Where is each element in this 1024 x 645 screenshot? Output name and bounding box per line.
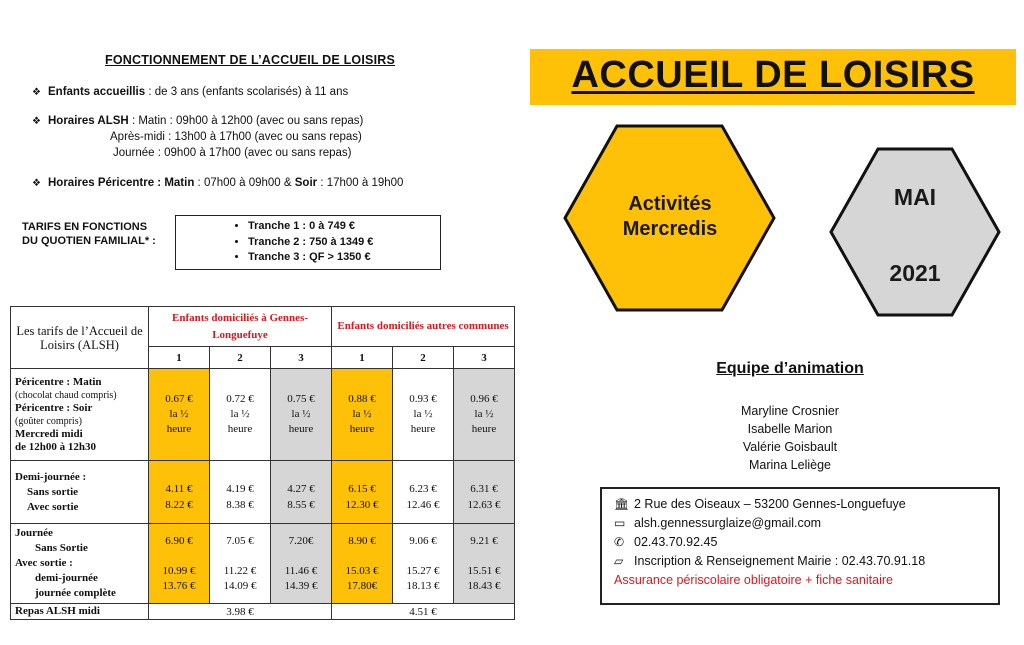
pericentre-label: Horaires Péricentre : Matin — [48, 177, 195, 189]
equipe-title: Equipe d’animation — [716, 360, 864, 377]
diamond-bullet-icon: ❖ — [32, 87, 41, 98]
row-label-line: Sans sortie — [27, 485, 79, 498]
row-label-line: (chocolat chaud compris) — [15, 389, 117, 401]
rate-cell: 9.06 € 15.27 € 18.13 € — [393, 524, 454, 604]
rate-cell: 0.96 € la ½ heure — [454, 369, 515, 461]
row-label-line: Sans Sortie — [35, 542, 88, 554]
pericentre-text-2: : 17h00 à 19h00 — [317, 177, 404, 189]
activites-line: Activités — [628, 193, 712, 215]
tranche-item: • Tranche 2 : 750 à 1349 € — [248, 235, 440, 251]
rates-table — [10, 306, 515, 620]
col-header: 2 — [393, 347, 454, 369]
email-line[interactable] — [614, 514, 998, 533]
building-icon: 🏛 — [614, 497, 630, 511]
table-corner: Les tarifs de l’Accueil de Loisirs (ALSH) — [11, 307, 149, 369]
address-line — [614, 495, 998, 514]
team-member: Isabelle Marion — [747, 422, 833, 436]
row-label-line: Journée — [15, 527, 53, 539]
tranche-box — [175, 215, 441, 270]
col-header: 1 — [149, 347, 210, 369]
rate-cell: 4.19 € 8.38 € — [210, 461, 271, 524]
activites-line: Mercredis — [622, 218, 718, 240]
enfants-row — [32, 86, 348, 98]
rate-cell: 0.88 € la ½ heure — [332, 369, 393, 461]
row-label-line: Demi-journée : — [15, 470, 87, 483]
table-row — [11, 461, 515, 524]
row-label-line: Péricentre : Soir — [15, 401, 93, 414]
tarifs-label-line: TARIFS EN FONCTIONS — [22, 221, 148, 233]
activites-label — [580, 192, 760, 242]
tarifs-label — [22, 220, 162, 248]
col-header: 3 — [454, 347, 515, 369]
phone-icon: ✆ — [614, 535, 625, 549]
row-label-line: demi-journée — [35, 572, 98, 584]
row-label-repas: Repas ALSH midi — [11, 604, 149, 620]
group-header-gennes: Enfants domiciliés à Gennes-Longuefuye — [149, 307, 332, 347]
repas-cell: 3.98 € — [149, 604, 332, 620]
rate-cell: 7.05 € 11.22 € 14.09 € — [210, 524, 271, 604]
pericentre-soir: Soir — [294, 177, 318, 189]
tarifs-label-line: DU QUOTIEN FAMILIAL* : — [22, 235, 156, 247]
rate-cell: 4.27 € 8.55 € — [271, 461, 332, 524]
banner-title: ACCUEIL DE LOISIRS — [571, 54, 975, 96]
rate-cell: 8.90 € 15.03 € 17.80€ — [332, 524, 393, 604]
rate-cell: 0.72 € la ½ heure — [210, 369, 271, 461]
row-label-journee — [11, 524, 149, 604]
rate-cell: 9.21 € 15.51 € 18.43 € — [454, 524, 515, 604]
col-header: 1 — [332, 347, 393, 369]
row-label-line: Mercredi midi — [15, 427, 83, 440]
team-list — [690, 402, 890, 474]
row-label-line: Avec sortie : — [15, 557, 73, 569]
horaires-apres-midi: Après-midi : 13h00 à 17h00 (avec ou sans repas) — [110, 131, 362, 143]
rate-cell: 0.93 € la ½ heure — [393, 369, 454, 461]
pericentre-text: : 07h00 à 09h00 & — [194, 177, 295, 189]
email-text[interactable]: alsh.gennessurglaize@gmail.com — [634, 516, 822, 530]
title-banner — [530, 49, 1016, 105]
inscription-line — [614, 552, 998, 571]
table-row — [11, 604, 515, 620]
group-header-autres: Enfants domiciliés autres communes — [332, 307, 515, 347]
tranche-item: • Tranche 3 : QF > 1350 € — [248, 250, 440, 266]
row-label-line: Péricentre : Matin — [15, 375, 102, 388]
inscription-text: Inscription & Renseignement Mairie : 02.43.70.91.18 — [634, 554, 926, 568]
month-label: MAI — [893, 184, 937, 210]
year-label: 2021 — [889, 260, 941, 286]
folder-icon: ▱ — [614, 554, 624, 568]
rate-cell: 6.31 € 12.63 € — [454, 461, 515, 524]
section-title: FONCTIONNEMENT DE L’ACCUEIL DE LOISIRS — [104, 53, 396, 67]
assurance-line: Assurance périscolaire obligatoire + fiche sanitaire — [614, 573, 893, 587]
address-text: 2 Rue des Oiseaux – 53200 Gennes-Longuefuye — [634, 497, 906, 511]
row-label-line: (goûter compris) — [15, 415, 82, 427]
hexagon-group — [560, 122, 1010, 352]
table-row — [11, 524, 515, 604]
team-member: Valérie Goisbault — [742, 440, 838, 454]
repas-cell: 4.51 € — [332, 604, 515, 620]
rate-cell: 0.67 € la ½ heure — [149, 369, 210, 461]
phone-text[interactable]: 02.43.70.92.45 — [634, 535, 718, 549]
col-header: 3 — [271, 347, 332, 369]
diamond-bullet-icon: ❖ — [32, 116, 41, 127]
tranche-item: • Tranche 1 : 0 à 749 € — [248, 219, 440, 235]
team-member: Marina Leliège — [749, 458, 831, 472]
rate-cell: 6.15 € 12.30 € — [332, 461, 393, 524]
rate-cell: 6.90 € 10.99 € 13.76 € — [149, 524, 210, 604]
contact-box — [600, 487, 1000, 605]
row-label-pericentre — [11, 369, 149, 461]
enfants-text: : de 3 ans (enfants scolarisés) à 11 ans — [145, 86, 349, 98]
row-label-line: de 12h00 à 12h30 — [15, 440, 96, 453]
computer-icon: ▭ — [614, 516, 626, 530]
horaires-label: Horaires ALSH — [48, 115, 129, 127]
rate-cell: 0.75 € la ½ heure — [271, 369, 332, 461]
horaires-journee: Journée : 09h00 à 17h00 (avec ou sans repas) — [113, 147, 352, 159]
rate-cell: 7.20€ 11.46 € 14.39 € — [271, 524, 332, 604]
horaires-row — [32, 115, 363, 127]
enfants-label: Enfants accueillis — [48, 86, 146, 98]
rate-cell: 4.11 € 8.22 € — [149, 461, 210, 524]
phone-line[interactable] — [614, 533, 998, 552]
row-label-demi-journee — [11, 461, 149, 524]
row-label-line: Avec sortie — [27, 500, 79, 513]
table-row — [11, 369, 515, 461]
rate-cell: 6.23 € 12.46 € — [393, 461, 454, 524]
diamond-bullet-icon: ❖ — [32, 178, 41, 189]
horaires-matin: : Matin : 09h00 à 12h00 (avec ou sans repas) — [128, 115, 364, 127]
row-label-line: journée complète — [35, 587, 116, 599]
team-member: Maryline Crosnier — [741, 404, 839, 418]
pericentre-row — [32, 177, 403, 189]
col-header: 2 — [210, 347, 271, 369]
grey-hexagon — [831, 149, 999, 315]
